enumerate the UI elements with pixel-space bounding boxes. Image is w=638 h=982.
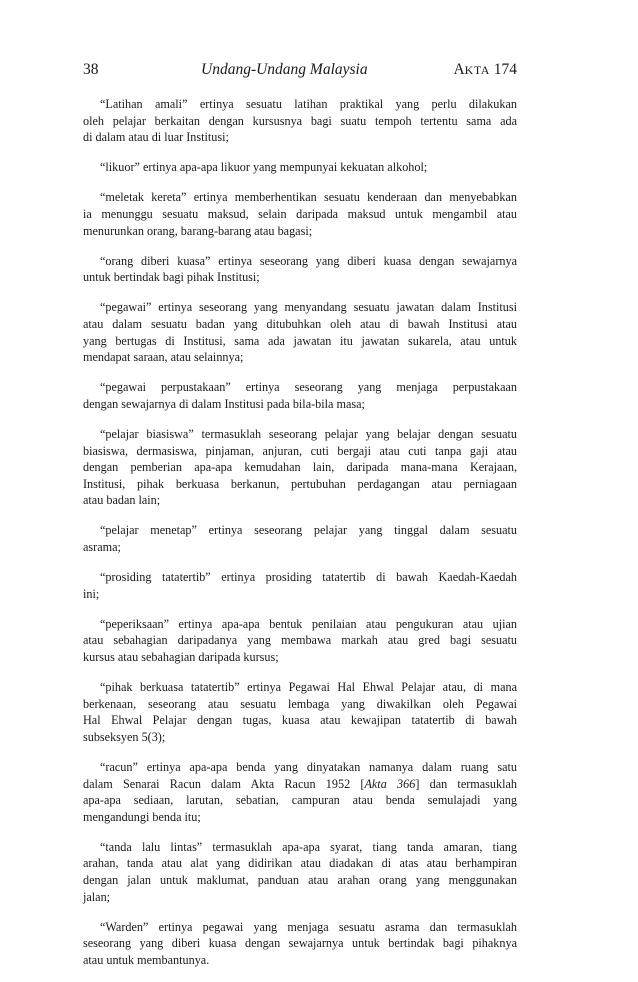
definition-line: biasiswa, dermasiswa, pinjaman, anjuran, cuti bergaji atau cuti tanpa gaji atau — [83, 443, 517, 458]
definition-line: apa-apa sediaan, larutan, sebatian, campuran atau benda semulajadi yang — [83, 793, 517, 808]
definition-line: kursus atau sebahagian daripada kursus; — [83, 649, 279, 664]
definition-line: berkenaan, seseorang atau sesuatu lembaga yang diwakilkan oleh Pegawai — [83, 696, 517, 711]
definition-line: mengandungi benda itu; — [83, 809, 201, 824]
definition-line: atau dalam sesuatu badan yang ditubuhkan oleh atau di bawah Institusi atau — [83, 316, 517, 331]
definition-paragraph — [83, 839, 517, 905]
definition-line: seseorang yang diberi kuasa dengan sewajarnya untuk bertindak bagi pihaknya — [83, 936, 517, 951]
definition-paragraph — [83, 522, 517, 555]
definition-paragraph — [83, 679, 517, 745]
definition-paragraph — [83, 426, 517, 509]
definition-line: oleh pelajar berkaitan dengan kursusnya bagi suatu tempoh tertentu sama ada — [83, 113, 517, 128]
definition-line: arahan, tanda atau alat yang didirikan atau diadakan di atas atau berhampiran — [83, 856, 517, 871]
definition-line: yang bertugas di Institusi, sama ada jawatan itu jawatan sukarela, atau untuk — [83, 333, 517, 348]
definition-paragraph — [83, 189, 517, 239]
definition-line: atau untuk membantunya. — [83, 952, 210, 967]
act-label — [453, 61, 517, 79]
definition-line: “likuor” ertinya apa-apa likuor yang mempunyai kekuatan alkohol; — [100, 160, 428, 175]
definition-line: ia menunggu sesuatu maksud, selain daripada maksud untuk mengambil atau — [83, 206, 517, 221]
definition-line: “peperiksaan” ertinya apa-apa bentuk penilaian atau pengukuran atau ujian — [100, 616, 517, 631]
definition-line: jalan; — [83, 889, 111, 904]
definition-line: di dalam atau di luar Institusi; — [83, 130, 229, 145]
definition-line: Institusi, pihak berkuasa berkanun, pertubuhan perdagangan atau perniagaan — [83, 476, 517, 491]
definition-line: “pelajar biasiswa” termasuklah seseorang pelajar yang belajar dengan sesuatu — [100, 426, 517, 441]
definition-line: “Latihan amali” ertinya sesuatu latihan praktikal yang perlu dilakukan — [100, 97, 517, 111]
definition-line: dalam Senarai Racun dalam Akta Racun 1952 [Akta 366] dan termasuklah — [83, 776, 517, 791]
act-number: 174 — [493, 61, 517, 78]
document-page — [83, 55, 517, 982]
definition-line: “prosiding tatatertib” ertinya prosiding tatatertib di bawah Kaedah-Kaedah — [100, 570, 517, 585]
definition-paragraph — [83, 379, 517, 412]
definition-line: “orang diberi kuasa” ertinya seseorang yang diberi kuasa dengan sewajarnya — [100, 253, 517, 268]
definition-line: subseksyen 5(3); — [83, 729, 166, 744]
page-header — [83, 55, 517, 83]
definition-paragraph — [83, 759, 517, 825]
act-prefix-initial: A — [453, 61, 465, 78]
definition-line: dengan pemberian apa-apa kemudahan lain, daripada mana-mana Kerajaan, — [83, 460, 517, 475]
definition-paragraph — [83, 919, 517, 969]
act-prefix-rest: KTA — [464, 63, 490, 77]
definition-paragraph — [83, 159, 517, 176]
definition-line: “pegawai” ertinya seseorang yang menyandang sesuatu jawatan dalam Institusi — [100, 300, 517, 315]
definition-paragraph — [83, 299, 517, 365]
definition-line: mendapat saraan, atau selainnya; — [83, 350, 244, 365]
definition-line: untuk bertindak bagi pihak Institusi; — [83, 270, 260, 285]
definition-line: atau badan lain; — [83, 493, 161, 508]
definition-line: “pelajar menetap” ertinya seseorang pelajar yang tinggal dalam sesuatu — [100, 523, 517, 538]
definition-line: Hal Ehwal Pelajar dengan tugas, kuasa atau kewajipan tatatertib di bawah — [83, 713, 517, 728]
definition-line: “racun” ertinya apa-apa benda yang dinyatakan namanya dalam ruang satu — [100, 759, 517, 774]
definition-line: ini; — [83, 586, 100, 601]
definition-line: asrama; — [83, 539, 121, 554]
page-number: 38 — [83, 61, 99, 78]
definition-line: “meletak kereta” ertinya memberhentikan sesuatu kenderaan dan menyebabkan — [100, 190, 517, 205]
definition-line: “Warden” ertinya pegawai yang menjaga sesuatu asrama dan termasuklah — [100, 919, 517, 934]
definition-paragraph — [83, 253, 517, 286]
definition-line: menurunkan orang, barang-barang atau bagasi; — [83, 223, 313, 238]
definition-line: “pihak berkuasa tatatertib” ertinya Pegawai Hal Ehwal Pelajar atau, di mana — [100, 680, 517, 695]
definition-line: dengan jalan untuk maklumat, panduan atau arahan orang yang menggunakan — [83, 872, 517, 887]
act-citation: Akta 366 — [364, 776, 416, 791]
definitions-list — [83, 96, 517, 968]
definition-paragraph — [83, 616, 517, 666]
definition-line: “tanda lalu lintas” termasuklah apa-apa syarat, tiang tanda amaran, tiang — [100, 839, 517, 854]
definition-line: “pegawai perpustakaan” ertinya seseorang yang menjaga perpustakaan — [100, 380, 517, 395]
definition-line: dengan sewajarnya di dalam Institusi pada bila-bila masa; — [83, 396, 365, 411]
definition-line: atau sebahagian daripadanya yang membawa markah atau gred bagi sesuatu — [83, 633, 517, 648]
running-title: Undang-Undang Malaysia — [201, 61, 368, 78]
definition-paragraph — [83, 96, 517, 146]
definition-paragraph — [83, 569, 517, 602]
